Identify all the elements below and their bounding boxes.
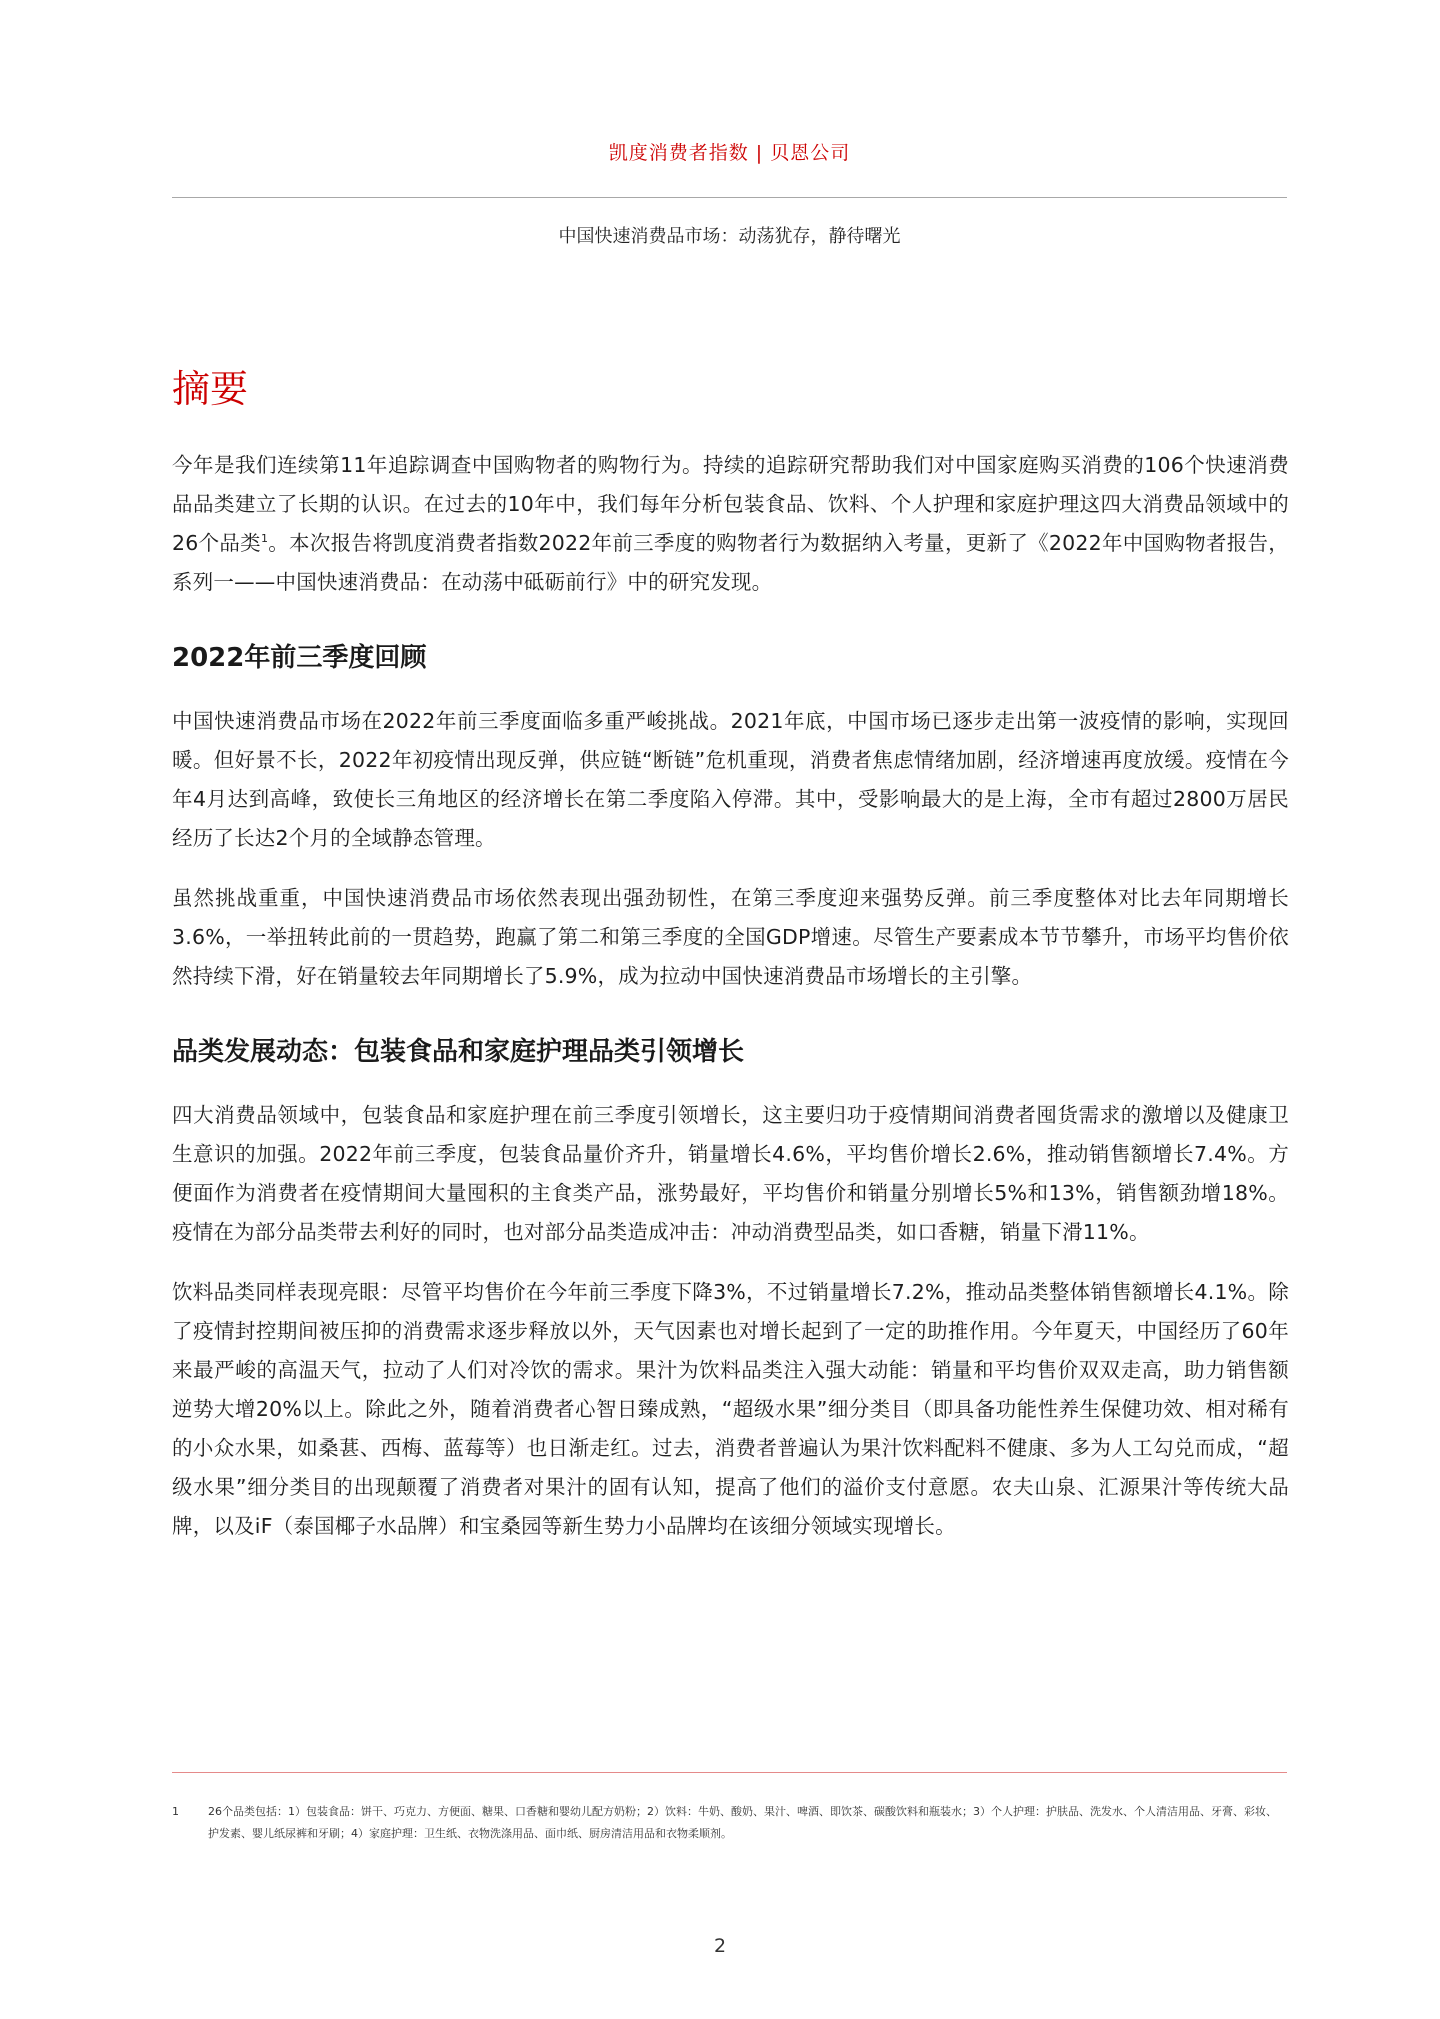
main-content — [172, 446, 1289, 1546]
report-subtitle: 中国快速消费品市场：动荡犹存，静待曙光 — [558, 226, 901, 247]
page-title: 摘要 — [172, 367, 249, 412]
header-divider — [172, 197, 1287, 198]
footnote-ref: 1 — [260, 532, 269, 546]
section-heading-review: 2022年前三季度回顾 — [172, 643, 427, 673]
footnote — [172, 1801, 1287, 1845]
report-header: 凯度消费者指数 | 贝恩公司 — [608, 142, 851, 164]
page-number: 2 — [713, 1935, 727, 1957]
footnote-number: 1 — [172, 1805, 179, 1818]
categories-paragraph-1: 四大消费品领域中，包装食品和家庭护理在前三季度引领增长，这主要归功于疫情期间消费者囤货需求的激增以及健康卫生意识的加强。2022年前三季度，包装食品量价齐升，销量增长4.6%，平均售价增长2.6%，推动销售额增长7.4%。方便面作为消费者在疫情期间大量囤积的主食类产品，涨势最好，平均售价和销量分别增长5%和13%，销售额劲增18%。疫情在为部分品类带去利好的同时，也对部分品类造成冲击：冲动消费型品类，如口香糖，销量下滑11%。 — [172, 1103, 1289, 1244]
footnote-text: 26个品类包括：1）包装食品：饼干、巧克力、方便面、糖果、口香糖和婴幼儿配方奶粉；2）饮料：牛奶、酸奶、果汁、啤酒、即饮茶、碳酸饮料和瓶装水；3）个人护理：护肤品、洗发水、个人清洁用品、牙膏、彩妆、护发素、婴儿纸尿裤和牙刷；4）家庭护理：卫生纸、衣物洗涤用品、面巾纸、厨房清洁用品和衣物柔顺剂。 — [208, 1805, 1277, 1840]
intro-paragraph — [172, 446, 1289, 602]
section-heading-categories: 品类发展动态：包装食品和家庭护理品类引领增长 — [172, 1037, 745, 1067]
categories-paragraph-2: 饮料品类同样表现亮眼：尽管平均售价在今年前三季度下降3%，不过销量增长7.2%，推动品类整体销售额增长4.1%。除了疫情封控期间被压抑的消费需求逐步释放以外，天气因素也对增长起到了一定的助推作用。今年夏天，中国经历了60年来最严峻的高温天气，拉动了人们对冷饮的需求。果汁为饮料品类注入强大动能：销量和平均售价双双走高，助力销售额逆势大增20%以上。除此之外，随着消费者心智日臻成熟，“超级水果”细分类目（即具备功能性养生保健功效、相对稀有的小众水果，如桑葚、西梅、蓝莓等）也日渐走红。过去，消费者普遍认为果汁饮料配料不健康、多为人工勾兑而成，“超级水果”细分类目的出现颠覆了消费者对果汁的固有认知，提高了他们的溢价支付意愿。农夫山泉、汇源果汁等传统大品牌，以及iF（泰国椰子水品牌）和宝桑园等新生势力小品牌均在该细分领域实现增长。 — [172, 1280, 1289, 1538]
review-paragraph-2: 虽然挑战重重，中国快速消费品市场依然表现出强劲韧性，在第三季度迎来强势反弹。前三季度整体对比去年同期增长3.6%，一举扭转此前的一贯趋势，跑赢了第二和第三季度的全国GDP增速。尽管生产要素成本节节攀升，市场平均售价依然持续下滑，好在销量较去年同期增长了5.9%，成为拉动中国快速消费品市场增长的主引擎。 — [172, 886, 1289, 988]
review-paragraph-1: 中国快速消费品市场在2022年前三季度面临多重严峻挑战。2021年底，中国市场已逐步走出第一波疫情的影响，实现回暖。但好景不长，2022年初疫情出现反弹，供应链“断链”危机重现，消费者焦虑情绪加剧，经济增速再度放缓。疫情在今年4月达到高峰，致使长三角地区的经济增长在第二季度陷入停滞。其中，受影响最大的是上海，全市有超过2800万居民经历了长达2个月的全域静态管理。 — [172, 709, 1289, 850]
footnote-divider — [172, 1772, 1287, 1773]
intro-text-1: 今年是我们连续第11年追踪调查中国购物者的购物行为。持续的追踪研究帮助我们对中国家庭购买消费的106个快速消费品品类建立了长期的认识。在过去的10年中，我们每年分析包装食品、饮料、个人护理和家庭护理这四大消费品领域中的26个品类 — [172, 453, 1289, 555]
intro-text-2: 。本次报告将凯度消费者指数2022年前三季度的购物者行为数据纳入考量，更新了《2022年中国购物者报告，系列一——中国快速消费品：在动荡中砥砺前行》中的研究发现。 — [172, 531, 1289, 594]
